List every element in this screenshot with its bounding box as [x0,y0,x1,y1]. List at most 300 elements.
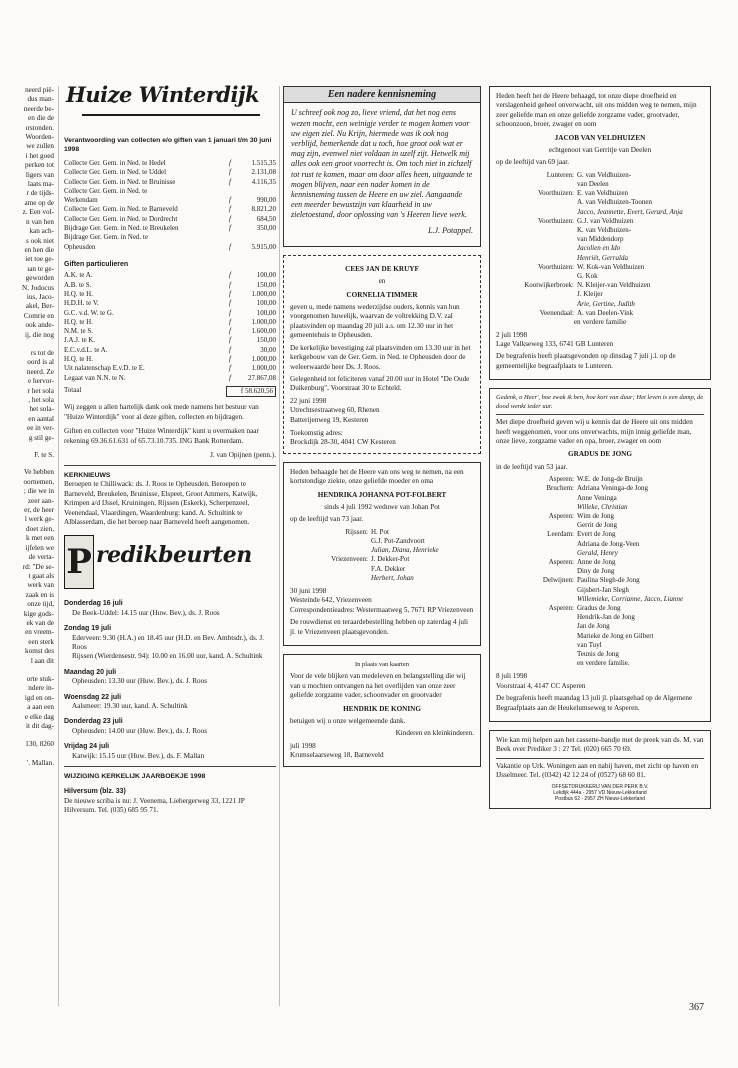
totaal-row [64,386,276,397]
dj-age: in de leeftijd van 53 jaar. [496,462,568,471]
left-line: er, de heer [24,506,54,515]
family-row [496,217,704,263]
money-row [64,318,276,327]
money-amount [238,233,276,242]
giften-info: Giften en collecten voor "Huize Winterdijk" kunt u overmaken naar rekening 69.36.61.631 of 65.73.10.735. ING Bank Rotterdam. [64,427,259,445]
beurt-day: Donderdag 23 juli [64,718,123,726]
vh-address: Lage Valkseweg 133, 6741 GB Lunteren [496,339,614,348]
family-names [577,475,704,484]
left-line: it dit dag- [26,722,54,730]
money-row [64,281,276,290]
family-children: Henriët, Gerralda [577,253,628,262]
left-line: neerde be- [23,104,54,113]
family-row [496,512,704,530]
left-line: ook ande- [25,321,54,330]
family-name: Hendrik-Jan de Jong [577,613,635,622]
money-amount: 8.821,20 [251,205,276,214]
huwelijk-date: 22 juni 1998 [290,396,327,405]
family-place: Kootwijkerbroek: [524,281,574,290]
family-name: W.E. de Jong-de Bruijn [577,475,643,484]
family-name: G.J. Pot-Zandvoort [371,536,425,545]
family-name: K. van Veldhuizen- [577,226,632,235]
beurt-line: De Beek-Uddel: 14.15 uur (Huw. Bev.), ds. J. Roos [72,608,220,617]
money-currency: f [229,317,231,326]
money-row [64,187,276,196]
family-name: Jan de Jong [577,622,610,631]
left-line: i het goed [25,151,54,160]
money-currency: f [229,345,231,354]
left-line: ek van de [26,618,54,627]
family-children: Gerald, Henry [577,548,618,557]
family-row [496,604,704,668]
left-line: orte stuk- [26,674,54,683]
money-row [64,205,276,214]
giften-title: Giften particulieren [64,260,129,268]
family-name: G. Kok [577,272,598,281]
printer-line-1: OFFSETDRUKKERIJ VAN DER PERK B.V. [551,783,649,790]
money-currency: f [229,177,231,186]
left-line: neerd pië- [25,86,54,94]
left-line: iet toe ge- [25,255,54,264]
family-name: van Deelen [577,180,609,189]
printer-line-3: Postbus 62 - 2957 ZH Nieuw-Lekkerland [554,796,646,803]
left-line: ijfelen we [25,543,54,552]
left-line: zaak en is [25,590,54,599]
ad-cassette: Wie kan mij helpen aan het cassette-bandje met de preek van ds. M. van Beek over Prediker 3 : 2? Tel. (020) 665 70 69. [496,736,704,754]
left-line: ; die we in [23,487,54,496]
family-place: Voorthuizen: [537,189,574,198]
family-name: Diny de Jong [577,567,615,576]
family-names [371,528,474,556]
money-currency: f [229,196,231,205]
money-row [64,215,276,224]
family-name: Teunis de Jong [577,650,619,659]
left-line: , het sola [28,396,54,404]
left-line: g stil ge- [28,433,54,442]
pot-date: 30 juni 1998 [290,587,327,595]
left-line: het sola- [29,405,54,414]
money-amount: 5.915,00 [251,242,276,251]
bride-name: CORNELIA TIMMER [346,290,418,299]
koning-head: In plaats van kaarten [355,661,409,669]
money-currency: f [229,224,231,233]
family-name: G. van Veldhuizen- [577,170,632,179]
money-amount: 684,50 [256,214,276,223]
money-amount: 990,00 [256,196,276,205]
family-name: H. Pot [371,527,389,536]
toekomstig-address: Brockdijk 28-30, 4041 CW Kesteren [290,438,396,447]
money-amount: 1.000,00 [251,289,276,298]
page-number: 367 [689,1002,704,1013]
money-amount: 1.600,00 [251,327,276,336]
pot-family-list [290,528,474,583]
left-gap [0,750,54,759]
family-name: F.A. Dekker [371,564,406,573]
left-line: akel, Ber- [25,302,54,311]
money-amount: 1.000,00 [251,317,276,326]
family-name: van Tuyl [577,640,602,649]
beurt-day: Woensdag 22 juli [64,693,122,701]
family-row [496,530,704,558]
left-line: oornemen, [23,477,54,486]
family-row [496,558,704,576]
left-line: ırstonden. [25,123,54,132]
left-line: e hervor- [28,377,54,386]
wijziging-text: De nieuwe scriba is nu: J. Veenema, Liebergerweg 33, 1221 JP Hilversum. Tel. (035) 685 95 71. [64,796,245,814]
ad-vakantie: Vakantie op Urk. Woningen aan en nabij haven, met zicht op haven en IJsselmeer. Tel. (0342) 42 12 24 of (0527) 68 60 81. [496,761,699,780]
vh-age: op de leeftijd van 69 jaar. [496,158,570,167]
left-line: k met een [26,534,54,543]
left-line: l aan dit [30,656,54,665]
vh-spouse: echtgenoot van Gerritje van Deelen [548,146,652,155]
logo-text: Huize Winterdijk [66,82,260,107]
money-currency [229,233,238,242]
money-label: Collecte Ger. Gem. in Ned. te Dordrecht [64,214,178,223]
family-place: Asperen: [548,511,574,520]
predikbeurten-title [64,535,276,593]
left-line: en hen die [24,245,54,254]
dank-text: Wij zeggen u allen hartelijk dank ook mede namens het bestuur van "Huize Winterdijk" voor al deze giften, collecten en bijdragen. [64,403,259,421]
column-gutter [279,86,280,1006]
money-row [64,346,276,355]
koning-name: HENDRIK DE KONING [343,704,421,713]
money-currency: f [229,355,231,364]
left-line: ame op de [24,198,54,207]
left-line: e elke dag [24,712,54,721]
money-row [64,336,276,345]
left-text-lines [0,86,54,443]
money-label: Bijdrage Ger. Gem. in Ned. te [64,233,148,242]
left-line: rd: "De se- [22,562,54,571]
family-names [577,309,704,318]
left-line: ndere in- [28,684,54,693]
left-line: geworden [25,274,54,283]
verantwoording-signature: J. van Opijnen (penn.). [210,450,276,459]
money-amount: 150,00 [256,280,276,289]
money-amount: 27.867,08 [248,373,276,382]
predikbeurten-word: redikbeurten [96,542,252,569]
predikbeurten-initial: P [64,535,94,589]
left-line: kige gods- [23,609,54,618]
left-line: neerd. Ze [26,367,54,376]
family-place: Rijssen: [345,527,368,536]
left-line: dus man- [27,95,54,104]
huwelijk-text-1: geven u, mede namens wederzijdse ouders, kennis van hun voorgenomen huwelijk, waarvan de voltrekking D.V. zal plaatsvinden op maandag 20 juli a.s. om 12.30 uur in het gemeentehuis te Opheusden. [290,303,460,340]
family-place: Leerdam: [547,530,574,539]
family-children: Julian, Diana, Henrieke [371,546,439,555]
pot-rouwdienst: De rouwdienst en teraardebestelling hebben op zaterdag 4 juli jl. te Vriezenveen plaatsgevonden. [290,618,469,636]
money-amount: 1.000,00 [251,355,276,364]
family-name: Marieke de Jong en Gilbert [577,631,654,640]
van-veldhuizen-announcement [489,86,711,380]
huwelijk-address-1: Utrechtsestraatweg 60, Rhenen [290,406,380,415]
family-children: Jacco, Jeannette, Evert, Gerard, Anja [577,207,683,216]
beurt-line: Opheusden: 14.00 uur (Huw. Bev.), ds. J. Roos [72,726,208,735]
family-row [496,189,704,217]
left-line: ee in ver- [27,424,54,433]
family-names [577,171,704,189]
left-gap [0,666,54,675]
kennisneming-title: Een nadere kennisneming [284,87,480,103]
divider [496,758,704,759]
family-names [577,217,704,263]
family-row [496,475,704,484]
left-line: a aan een [27,703,54,712]
vh-family-list [496,171,704,318]
pot-intro: Heden behaagde het de Heere van ons weg te nemen, na een kortstondige ziekte, onze geliefde moeder en oma [290,467,464,486]
family-place: Asperen: [548,475,574,484]
money-row [64,364,276,373]
vh-intro: Heden heeft het de Heere behaagd, tot onze diepe droefheid en verslagenheid geheel onverwacht, uit ons midden weg te nemen, mijn zeer geliefde man en onze geliefde zorgzame vader, grootvader, schoonzoon, broer, zwager en oom [496,92,697,129]
money-row [64,243,276,252]
left-line: perken tot [25,161,54,170]
family-names [577,576,704,604]
money-amount: 2.131,08 [251,168,276,177]
left-line: kan ach- [29,227,54,236]
koning-signature: Kinderen en kleinkinderen. [395,729,474,738]
money-currency: f [229,308,231,317]
family-row [496,281,704,309]
family-name: J. Dekker-Pot [371,555,410,564]
huize-winterdijk-logo [64,82,276,130]
left-line: 130, 8260 [25,740,54,749]
money-label: Opheusden [64,242,96,251]
family-name: Gijsbert-Jan Slegh [577,585,629,594]
family-name: Adriana Veninga-de Jong [577,484,649,493]
family-children: Jacolien en Ido [577,244,621,253]
left-line: s ook niet [26,236,54,245]
pot-name: HENDRIKA JOHANNA POT-FOLBERT [317,490,447,499]
column-gutter [58,86,59,1006]
family-place: Asperen: [548,557,574,566]
pot-since: sinds 4 juli 1992 weduwe van Johan Pot [324,502,440,511]
koning-text: Voor de vele blijken van medeleven en belangstelling die wij van u mochten ontvangen na het overlijden van onze zeer geliefde zorgzame vader, schoonvader en grootvader [290,672,466,700]
dj-family-list [496,475,704,668]
left-line: laats ma- [27,180,54,189]
money-label: Werkendam [64,196,98,205]
de-jong-announcement [489,388,711,722]
divider [64,465,276,466]
left-line: N. Jodocus [22,283,54,292]
family-children: Willeke, Christian [577,502,628,511]
family-name: Paulina Slegh-de Jong [577,576,640,585]
money-row [64,233,276,242]
family-name: en verdere familie. [577,659,630,668]
divider [496,414,704,415]
family-name: van Middendorp [577,235,624,244]
left-line: de verta- [28,553,54,562]
huwelijk-text-2: De kerkelijke bevestiging zal plaatsvinden om 13.30 uur in het kerkgebouw van de Ger. Gem. in Ned. te Opheusden door de weleerwaarde heer Ds. J. Roos. [290,343,471,371]
family-name: Anne Veninga [577,493,617,502]
left-line: oord is al [27,358,54,367]
huwelijk-text-3: Gelegenheid tot feliciteren vanaf 20.00 uur in Hotel "De Oude Duikenburg", Voorstraat 30 te Echteld. [290,374,470,393]
dj-begrafenis: De begrafenis heeft maandag 13 juli jl. plaatsgehad op de Algemene Begraafplaats aan de Heukelumseweg te Asperen. [496,694,693,712]
vh-name: JACOB VAN VELDHUIZEN [554,133,646,142]
family-place: Voorthuizen: [537,216,574,225]
money-label: J.A.J. te K. [64,336,96,345]
money-row [64,168,276,177]
left-line: en vreem- [25,628,54,637]
money-row [64,224,276,233]
beurt-day: Donderdag 16 juli [64,600,123,608]
totaal-label: Totaal [64,385,82,394]
family-name: A. van Deelen-Vink [577,308,634,317]
family-name: A. van Veldhuizen-Toonen [577,198,653,207]
pot-folbert-announcement [283,462,481,646]
money-currency: f [229,159,231,167]
kerknieuws-title: KERKNIEUWS [64,472,111,480]
money-amount: 100,00 [256,308,276,317]
money-label: Collecte Ger. Gem. in Ned. te [64,186,148,195]
money-row [64,299,276,308]
koning-dank: betuigen wij u onze welgemeende dank. [290,717,406,726]
family-names [371,555,474,583]
family-names [577,484,704,512]
left-partial-column [0,86,54,768]
money-currency: f [229,205,231,214]
left-line: z. Een vol- [22,208,54,217]
money-label: H.Q. te H. [64,355,93,364]
money-amount: 4.116,35 [251,177,276,186]
money-amount: 350,00 [256,224,276,233]
money-label: Bijdrage Ger. Gem. in Ned. te Breukelen [64,224,179,233]
left-line: Ve hebben [23,468,54,477]
money-currency: f [229,168,231,177]
totaal-amount: f 58.620,56 [226,386,276,397]
dj-intro: Met diepe droefheid geven wij u kennis dat de Heere uit ons midden heeft weggenomen, voor ons onverwachts, mijn innig geliefde man, onze lieve, zorgzame vader en opa, broer, zwager en oom [496,418,693,445]
family-name: E. van Veldhuizen [577,189,628,198]
column-announcements-1 [283,86,481,775]
money-amount: 100,00 [256,299,276,308]
money-row [64,355,276,364]
money-currency: f [229,327,231,336]
money-label: H.Q. te H. [64,317,93,326]
left-line: ligers van [25,170,54,179]
koning-address: Krumselaarseweg 18, Barneveld [290,751,384,760]
family-row [290,555,474,583]
vh-date: 2 juli 1998 [496,330,528,339]
family-name: Adriana de Jong-Veen [577,539,640,548]
wijziging-title: WIJZIGING KERKELIJK JAARBOEKJE 1998 [64,773,206,781]
left-line: '. Mallan. [26,758,54,767]
vh-verdere: en verdere familie [573,318,627,327]
family-place: Veenendaal: [539,308,574,317]
money-currency: f [229,299,231,308]
beurt-day: Maandag 20 juli [64,668,117,676]
left-line: r de tijds- [26,189,54,198]
family-place: Voorthuizen: [537,262,574,271]
money-row [64,178,276,187]
money-label: A.K. te A. [64,271,93,280]
family-name: W. Kok-van Veldhuizen [577,262,645,271]
huwelijk-announcement [283,255,481,454]
money-currency: f [229,289,231,298]
money-row [64,271,276,280]
left-line: l werk ge- [24,515,54,524]
money-label: H.Q. te H. [64,289,93,298]
money-row [64,196,276,205]
left-text-lines-2 [0,468,54,768]
beurt-line: Rijssen (Wierdensestr. 94): 10.00 en 16.00 uur, kand. A. Schultink [72,652,263,661]
left-line: we zullen [26,142,54,151]
left-signature: F. te S. [34,451,54,460]
groom-name: CEES JAN DE KRUYF [345,264,419,273]
money-label: Collecte Ger. Gem. in Ned. te Bruinisse [64,177,176,186]
koning-date: juli 1998 [290,741,316,750]
money-row [64,290,276,299]
left-line: r het sola [27,386,54,395]
money-amount: 150,00 [256,336,276,345]
money-currency: f [229,373,231,382]
family-names [577,512,704,530]
left-line: ıan te ge- [27,264,54,273]
family-name: Gerrit de Jong [577,521,618,530]
kennisneming-box [283,86,481,247]
family-names [577,281,704,309]
collecten-list [64,159,276,252]
beurt-line: Katwijk: 15.15 uur (Huw. Bev.), ds. F. Mallan [72,751,205,760]
logo-underline [82,114,260,116]
left-line: een sterk [28,637,54,646]
giften-list [64,271,276,383]
family-place: Asperen: [548,604,574,612]
money-label: Collecte Ger. Gem. in Ned. te Uddel [64,168,167,177]
family-row [496,484,704,512]
money-label: Collecte Ger. Gem. in Ned. te Hedel [64,159,166,167]
family-names [577,263,704,281]
money-currency [229,187,238,196]
family-name: N. Kleijer-van Veldhuizen [577,281,651,290]
money-label: E.C.v.d.L. te A. [64,345,108,354]
kerknieuws-text: Beroepen te Chilliwack: ds. J. Roos te Opheusden. Beroepen te Barneveld, Breukelen, Bruinisse, Elspeet, Groot Ammers, Katwijk, Krimpen a/d IJssel, Kruiningen, Rijssen (Eskerk), Scherpenzeel, Veenendaal, Vlaardingen, Waardenburg: kand. A. Schultink te Alblasserdam, die het beroep naar Barneveld heeft aangenomen. [64,480,258,526]
wijziging-subtitle: Hilversum (blz. 33) [64,788,126,796]
left-gap [0,731,54,740]
family-row [496,309,704,318]
family-children: Herbert, Johan [371,573,414,582]
money-amount: 30,00 [260,345,276,354]
left-line: zeer aan- [27,496,54,505]
left-line: rs tot de [30,348,54,357]
small-ads-box [489,730,711,809]
left-line: onze tijd, [27,600,54,609]
left-line: Comrie en [23,311,54,320]
money-currency: f [229,280,231,289]
family-place: Vriezenveen: [331,555,368,564]
en-text: en [378,277,386,286]
family-children: Arie, Gertine, Judith [577,299,635,308]
family-name: Wim de Jong [577,511,615,520]
dj-address: Voorstraat 4, 4147 CC Asperen [496,681,586,690]
left-line: en die de [28,114,54,123]
money-label: N.M. te S. [64,327,93,336]
beurt-line: Aalsmeer: 19.30 uur, kand. A. Schultink [72,702,188,711]
beurt-line: Opheusden: 13.30 uur (Huw. Bev.), ds. J. Roos [72,677,208,686]
kennisneming-text: U schreef ook nog zo, lieve vriend, dat het nog eens wezen mocht, een weinigje verder te mogen komen voor uw eigen ziel. Nu Krijn, hiermede was ik ook nog verblijd, bemerkende dat u toch, hoe groot ook wat er mag zijn, evenwel niet voldaan in uzelf zijt. Hetwelk mij alles ook een groot voorrecht is. Om toch niet in zichzelf tot rust te komen, maar om door alles heen, uitgaande te mogen blijven, naar een nader komen in de kennisneming tussen de Heere en uw ziel. Aangaande een meerder bewustzijn van klaarheid in uw zieletoestand, door oplossing van 's Heeren lieve werk. [291,108,473,220]
money-label: Uit nalatenschap E.v.D. te E. [64,364,145,373]
money-amount: 1.515,35 [251,159,276,167]
left-line: doet zien, [26,524,54,533]
kennisneming-signature: L.J. Potappel. [428,225,473,235]
family-row [290,528,474,556]
toekomstig-label: Toekomstig adres: [290,428,343,437]
family-name: G.J. van Veldhuizen [577,216,634,225]
left-line: t gaat als [28,571,54,580]
de-koning-announcement [283,654,481,767]
left-gap [0,340,54,349]
family-children: Willemieke, Corrianne, Jacco, Lianne [577,594,684,603]
money-row [64,309,276,318]
money-label: G.C. v.d. W. te G. [64,308,114,317]
